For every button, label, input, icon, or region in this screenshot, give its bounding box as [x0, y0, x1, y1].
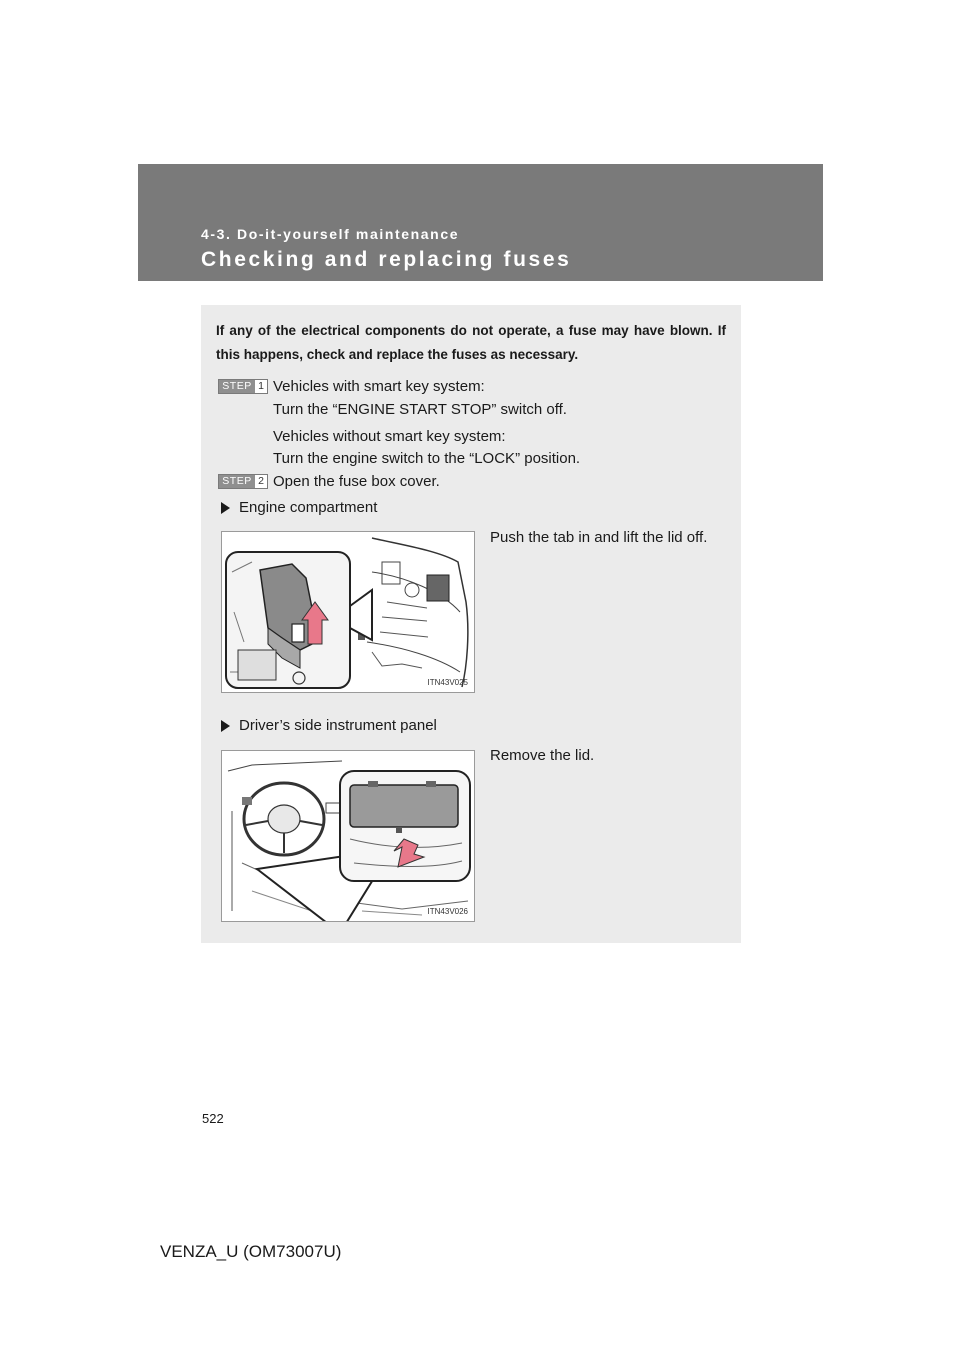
footer-code: VENZA_U (OM73007U) — [160, 1242, 342, 1261]
page-header — [138, 164, 823, 281]
step-1-line4: Turn the engine switch to the “LOCK” position. — [273, 450, 581, 467]
figure-code: ITN43V026 — [427, 907, 468, 916]
step-1-line3: Vehicles without smart key system: — [273, 428, 506, 445]
step-badge-word: STEP — [219, 380, 255, 393]
section-heading-instrument-panel — [221, 714, 437, 737]
engine-description: Push the tab in and lift the lid off. — [490, 529, 708, 546]
instrument-panel-figure — [221, 750, 475, 922]
triangle-bullet-icon — [221, 502, 230, 514]
section-label: 4-3. Do-it-yourself maintenance — [201, 226, 460, 242]
step-badge-number: 1 — [258, 380, 264, 392]
engine-compartment-figure — [221, 531, 475, 693]
figure-code: ITN43V025 — [427, 678, 468, 687]
step-badge — [218, 379, 268, 394]
section-heading-text: Driver’s side instrument panel — [239, 717, 437, 734]
section-heading-engine — [221, 496, 377, 519]
page-title: Checking and replacing fuses — [201, 248, 572, 271]
step-2 — [218, 470, 440, 493]
step-2-line1: Open the fuse box cover. — [273, 473, 440, 490]
content-panel — [201, 305, 741, 943]
triangle-bullet-icon — [221, 720, 230, 732]
intro-text: If any of the electrical components do not operate, a fuse may have blown. If this happens, check and replace the fuses as necessary. — [216, 323, 726, 362]
instrument-panel-description: Remove the lid. — [490, 747, 595, 764]
instrument-panel-illustration — [222, 751, 474, 921]
section-heading-text: Engine compartment — [239, 499, 378, 516]
engine-fuse-box-illustration — [222, 532, 474, 692]
step-1-line1: Vehicles with smart key system: — [273, 378, 485, 395]
step-badge — [218, 474, 268, 489]
step-1 — [218, 375, 485, 398]
page-number: 522 — [202, 1111, 224, 1126]
step-badge-word: STEP — [219, 475, 255, 488]
step-1-line2: Turn the “ENGINE START STOP” switch off. — [273, 401, 567, 418]
step-badge-number: 2 — [258, 475, 264, 487]
